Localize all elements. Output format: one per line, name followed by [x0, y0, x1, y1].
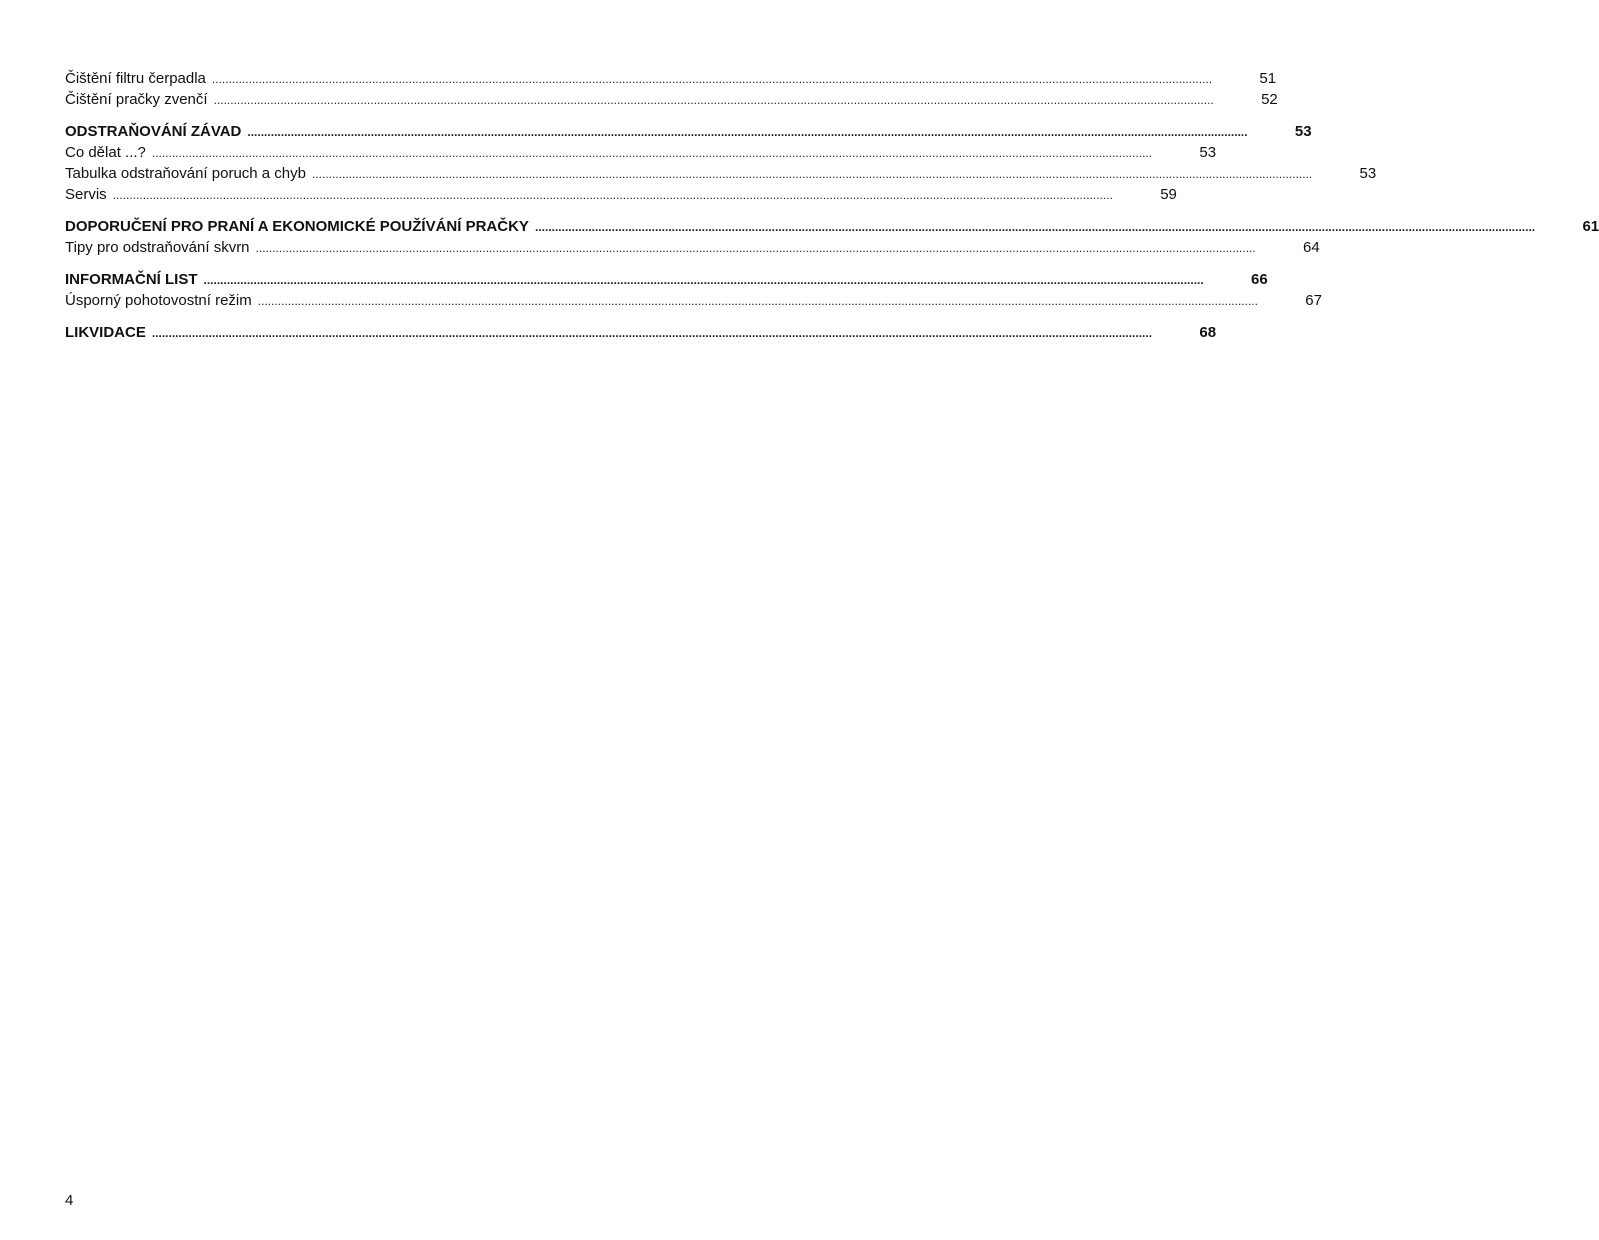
- toc-entry-title: INFORMAČNÍ LIST: [65, 271, 198, 288]
- toc-entry-title: Co dělat ...?: [65, 144, 146, 161]
- page-number: 4: [65, 1192, 74, 1209]
- toc-leader-dots: ............................................................................................................................................................................................................................................................................................................: [257, 294, 1258, 308]
- toc-entry-page: 51: [1259, 70, 1277, 87]
- toc-entry: [65, 142, 1217, 163]
- toc-entry-title: LIKVIDACE: [65, 324, 146, 341]
- toc-leader-dots: ............................................................................................................................................................................................................................................................................................................: [255, 241, 1256, 255]
- toc-entry-title: Úsporný pohotovostní režim: [65, 292, 252, 309]
- toc-entry-page: 61: [1582, 218, 1599, 235]
- toc-entry-page: 64: [1303, 239, 1320, 256]
- toc-entry-page: 53: [1294, 123, 1312, 140]
- toc-section-heading: [65, 269, 1268, 290]
- toc-entry-page: 52: [1261, 91, 1278, 108]
- toc-entry-title: Tabulka odstraňování poruch a chyb: [65, 165, 306, 182]
- toc-entry-title: Servis: [65, 186, 107, 203]
- toc-leader-dots: ............................................................................................................................................................................................................................................................................................................: [213, 93, 1214, 107]
- toc-leader-dots: ............................................................................................................................................................................................................................................................................................................: [534, 220, 1536, 234]
- toc-leader-dots: ............................................................................................................................................................................................................................................................................................................: [112, 188, 1113, 202]
- toc-entry-title: ODSTRAŇOVÁNÍ ZÁVAD: [65, 123, 242, 140]
- toc-entry: [65, 184, 1177, 205]
- toc-entry-page: 67: [1305, 292, 1322, 309]
- toc-entry: [65, 89, 1278, 110]
- toc-leader-dots: ............................................................................................................................................................................................................................................................................................................: [312, 167, 1313, 181]
- toc-leader-dots: ............................................................................................................................................................................................................................................................................................................: [151, 326, 1153, 340]
- toc-entry-title: Čištění pračky zvenčí: [65, 91, 208, 108]
- toc-entry: [65, 163, 1377, 184]
- toc-entry: [65, 290, 1322, 311]
- toc-section-heading: [65, 216, 1599, 237]
- toc-entry-page: 53: [1359, 165, 1377, 182]
- toc-entry-title: Čištění filtru čerpadla: [65, 70, 206, 87]
- toc-leader-dots: ............................................................................................................................................................................................................................................................................................................: [203, 273, 1204, 287]
- toc-entry-page: 59: [1160, 186, 1177, 203]
- toc-entry-page: 53: [1199, 144, 1217, 161]
- toc-entry-title: DOPORUČENÍ PRO PRANÍ A EKONOMICKÉ POUŽÍVÁNÍ PRAČKY: [65, 218, 529, 235]
- toc-section-heading: [65, 322, 1217, 343]
- toc-entry-page: 66: [1251, 271, 1268, 288]
- toc-entry: [65, 237, 1320, 258]
- toc-entry-title: Tipy pro odstraňování skvrn: [65, 239, 250, 256]
- toc-section-heading: [65, 121, 1312, 142]
- toc-entry-page: 68: [1199, 324, 1217, 341]
- toc-leader-dots: ............................................................................................................................................................................................................................................................................................................: [151, 146, 1153, 160]
- toc-leader-dots: ............................................................................................................................................................................................................................................................................................................: [211, 72, 1213, 86]
- toc-leader-dots: ............................................................................................................................................................................................................................................................................................................: [247, 125, 1248, 139]
- toc-entry: [65, 68, 1277, 89]
- table-of-contents: [65, 68, 1599, 343]
